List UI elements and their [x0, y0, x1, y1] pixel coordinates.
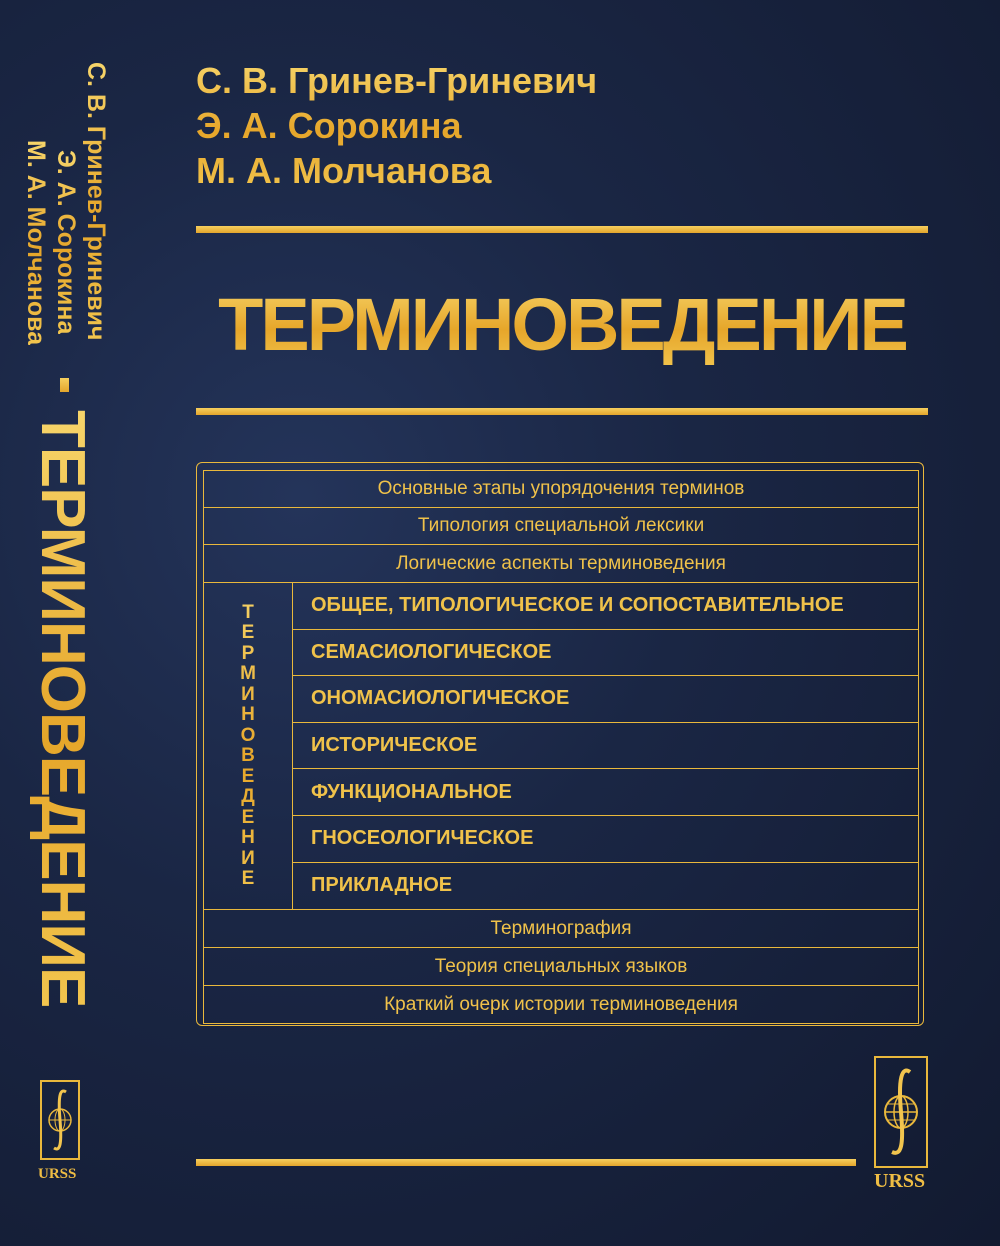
globe-integral-icon — [876, 1058, 926, 1166]
spine-title: ТЕРМИНОВЕДЕНИЕ — [28, 410, 97, 1008]
contents-row: Основные этапы упорядочения терминов — [204, 471, 918, 508]
section-label-letter: Е — [241, 868, 255, 890]
section-label-letter: И — [241, 847, 255, 869]
title-divider — [196, 408, 928, 415]
section-label — [204, 583, 293, 909]
contents-row: Теория специальных языков — [204, 948, 918, 986]
author-2: Э. А. Сорокина — [196, 105, 462, 146]
section-label-letter: М — [240, 663, 256, 685]
contents-section — [204, 583, 918, 910]
section-row: ОНОМАСИОЛОГИЧЕСКОЕ — [293, 676, 918, 723]
section-label-letter: Н — [241, 704, 255, 726]
spine-author-2: Э. А. Сорокина — [52, 150, 80, 335]
section-row: ГНОСЕОЛОГИЧЕСКОЕ — [293, 816, 918, 863]
section-label-letter: И — [241, 683, 255, 705]
section-row: СЕМАСИОЛОГИЧЕСКОЕ — [293, 630, 918, 677]
section-label-letter: Е — [241, 765, 255, 787]
publisher-logo — [874, 1056, 928, 1168]
contents-row: Терминография — [204, 910, 918, 948]
spine-author-3: М. А. Молчанова — [22, 140, 50, 346]
contents-table — [203, 470, 919, 1024]
section-label-letter: Е — [241, 806, 255, 828]
publisher-name: URSS — [874, 1170, 926, 1192]
globe-integral-icon — [42, 1082, 78, 1158]
contents-row: Логические аспекты терминоведения — [204, 545, 918, 583]
author-1: С. В. Гринев-Гриневич — [196, 60, 598, 101]
section-label-letter: Р — [241, 642, 255, 664]
contents-row: Краткий очерк истории терминоведения — [384, 993, 738, 1015]
section-label-letter: Н — [241, 827, 255, 849]
spine-publisher-logo — [40, 1080, 80, 1160]
section-label-letter: Д — [241, 786, 255, 808]
contents-row: Типология специальной лексики — [204, 508, 918, 545]
section-row: ПРИКЛАДНОЕ — [311, 874, 453, 897]
section-row: ФУНКЦИОНАЛЬНОЕ — [293, 769, 918, 816]
bottom-divider — [196, 1159, 856, 1166]
spine-publisher-name: URSS — [38, 1166, 77, 1182]
author-3: М. А. Молчанова — [196, 150, 492, 191]
authors — [196, 58, 597, 193]
spine-dash — [60, 378, 69, 392]
section-label-letter: О — [240, 724, 256, 746]
top-divider — [196, 226, 928, 233]
section-row: ИСТОРИЧЕСКОЕ — [293, 723, 918, 770]
book-title: ТЕРМИНОВЕДЕНИЕ — [196, 280, 928, 370]
section-row: ОБЩЕЕ, ТИПОЛОГИЧЕСКОЕ И СОПОСТАВИТЕЛЬНОЕ — [293, 583, 918, 630]
section-label-letter: В — [241, 745, 255, 767]
section-label-letter: Т — [242, 601, 254, 623]
section-label-letter: Е — [241, 622, 255, 644]
spine-author-1: С. В. Гринев-Гриневич — [82, 62, 110, 341]
